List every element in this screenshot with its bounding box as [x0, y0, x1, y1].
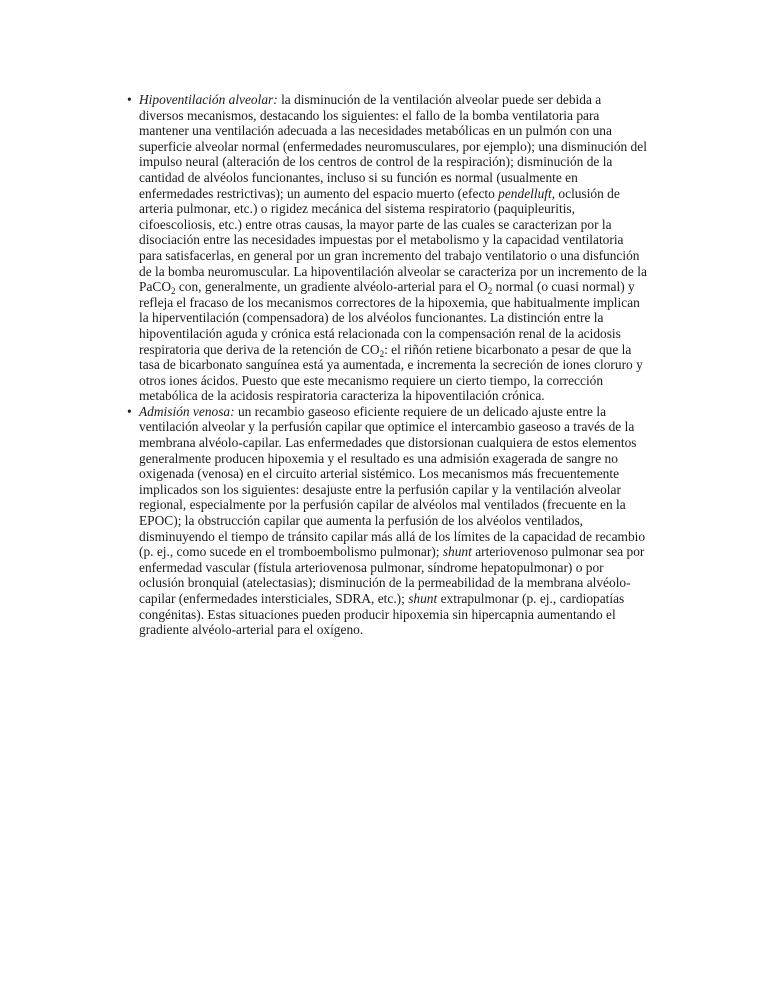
paragraph-text: arteriovenoso pulmonar sea por enfermedad vascular (fístula arteriovenosa pulmonar, síndrome hepatopulmonar) o por oclusión bronquial (atelectasias); disminución de la permeabilidad de la membrana alvéolo-capilar (enfermedades intersticiales, SDRA, etc.); [139, 544, 645, 606]
paragraph-text: con, generalmente, un gradiente alvéolo-arterial para el O [175, 279, 488, 295]
paragraph-text: : el riñón retiene bicarbonato a pesar de que la tasa de bicarbonato sanguínea está ya aumentada, e incrementa la secreción de iones cloruro y otros iones ácidos. Puesto que este mecanismo requiere un cierto tiempo, la corrección metabólica de la acidosis respiratoria caracteriza la hipoventilación crónica. [139, 341, 643, 404]
term-hipoventilacion: Hipoventilación alveolar: [139, 92, 278, 107]
paragraph-text: un recambio gaseoso eficiente requiere de un delicado ajuste entre la ventilación alveolar y la perfusión capilar que optimice el intercambio gaseoso a través de la membrana alvéolo-capilar. Las enfermedades que distorsionan cualquiera de estos elementos generalmente producen hipoxemia y el resultado es una admisión exagerada de sangre no oxigenada (venosa) en el circuito arterial sistémico. Los mecanismos más frecuentemente implicados son los siguientes: desajuste entre la perfusión capilar y la ventilación alveolar regional, especialmente por la perfusión capilar de alvéolos mal ventilados (frecuente en la EPOC); la obstrucción capilar que aumenta la perfusión de los alvéolos ventilados, disminuyendo el tiempo de tránsito capilar más allá de los límites de la capacidad de recambio (p. ej., como sucede en el tromboembolismo pulmonar); [139, 403, 646, 560]
emphasis-text: pendelluft, [498, 185, 556, 201]
term-admision-venosa: Admisión venosa: [139, 403, 235, 419]
bullet-icon: • [127, 403, 132, 419]
document-page [126, 92, 649, 638]
emphasis-text: shunt [442, 544, 472, 560]
subscript: 2 [487, 286, 493, 297]
bullet-list [126, 92, 649, 638]
paragraph-text: oclusión de arteria pulmonar, etc.) o rigidez mecánica del sistema respiratorio (paquipleuritis, cifoescoliosis, etc.) entre otras causas, la mayor parte de las cuales se caracterizan por la disociación entre las necesidades impuestas por el metabolismo y la capacidad ventilatoria para satisfacerlas, en general por un gran incremento del trabajo ventilatorio o una disfunción de la bomba neuromuscular. La hipoventilación alveolar se caracteriza por un incremento de la PaCO [139, 185, 647, 295]
bullet-icon: • [127, 92, 132, 107]
emphasis-text: shunt [408, 591, 438, 606]
paragraph-text: normal (o cuasi normal) y refleja el fracaso de los mecanismos correctores de la hipoxemia, que habitualmente implican la hiperventilación (compensadora) de los alvéolos funcionantes. La distinción entre la hipoventilación aguda y crónica está relacionada con la compensación renal de la acidosis respiratoria que deriva de la retención de CO [139, 279, 640, 357]
list-item-admision-venosa [126, 404, 649, 638]
list-item-hipoventilacion [126, 92, 649, 404]
subscript: 2 [171, 286, 176, 297]
subscript: 2 [379, 348, 385, 359]
paragraph-text: extrapulmonar (p. ej., cardiopatías congénitas). Estas situaciones pueden producir hipoxemia sin hipercapnia aumentando el gradiente alvéolo-arterial para el oxígeno. [139, 591, 625, 638]
paragraph-text: la disminución de la ventilación alveolar puede ser debida a diversos mecanismos, destacando los siguientes: el fallo de la bomba ventilatoria para mantener una ventilación adecuada a las necesidades metabólicas en un pulmón con una superficie alveolar normal (enfermedades neuromusculares, por ejemplo); una disminución del impulso neural (alteración de los centros de control de la respiración); disminución de la cantidad de alvéolos funcionantes, incluso si su función es normal (usualmente en enfermedades restrictivas); un aumento del espacio muerto (efecto [139, 92, 647, 201]
